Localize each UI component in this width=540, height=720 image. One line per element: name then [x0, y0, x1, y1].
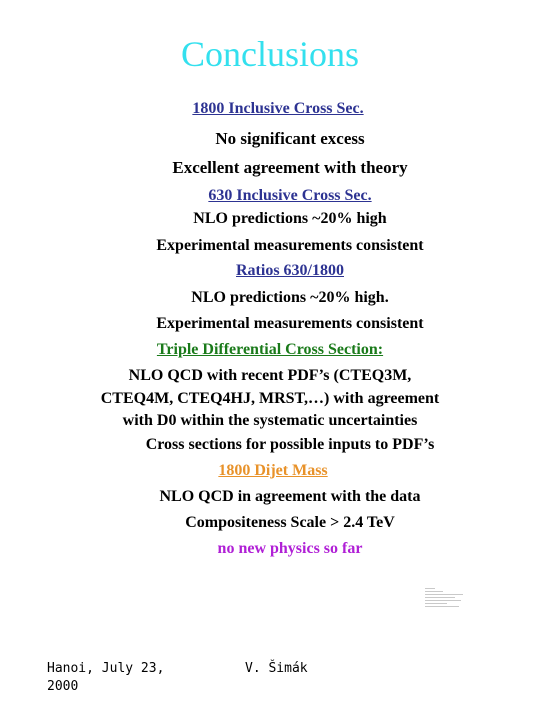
- text-line: No significant excess: [215, 129, 365, 148]
- section-heading-dijet-mass: 1800 Dijet Mass: [218, 462, 328, 479]
- section-heading-630-inclusive: 630 Inclusive Cross Sec.: [208, 187, 372, 204]
- section-heading-triple-differential: Triple Differential Cross Section:: [156, 341, 384, 358]
- text-line: CTEQ4M, CTEQ4HJ, MRST,…) with agreement: [100, 390, 440, 407]
- text-line: NLO predictions ~20% high.: [191, 289, 389, 306]
- footer-place-date: Hanoi, July 23, 2000: [47, 661, 165, 694]
- text-line: NLO predictions ~20% high: [193, 210, 387, 227]
- text-line: with D0 within the systematic uncertainties: [122, 412, 418, 429]
- text-line: Experimental measurements consistent: [156, 315, 424, 332]
- text-line: Experimental measurements consistent: [156, 237, 424, 254]
- faint-thumbnail: [425, 588, 465, 614]
- highlight-conclusion: no new physics so far: [217, 540, 363, 557]
- footer-author: V. Šimák: [245, 661, 308, 676]
- text-line: NLO QCD with recent PDF’s (CTEQ3M,: [128, 367, 412, 384]
- text-line: Compositeness Scale > 2.4 TeV: [185, 514, 395, 531]
- text-line: NLO QCD in agreement with the data: [159, 488, 421, 505]
- section-heading-1800-inclusive: 1800 Inclusive Cross Sec.: [192, 100, 364, 117]
- text-line: Cross sections for possible inputs to PDF’s: [145, 436, 435, 453]
- text-line: Excellent agreement with theory: [172, 158, 408, 177]
- section-heading-ratios: Ratios 630/1800: [236, 262, 344, 279]
- slide-title: Conclusions: [180, 34, 359, 74]
